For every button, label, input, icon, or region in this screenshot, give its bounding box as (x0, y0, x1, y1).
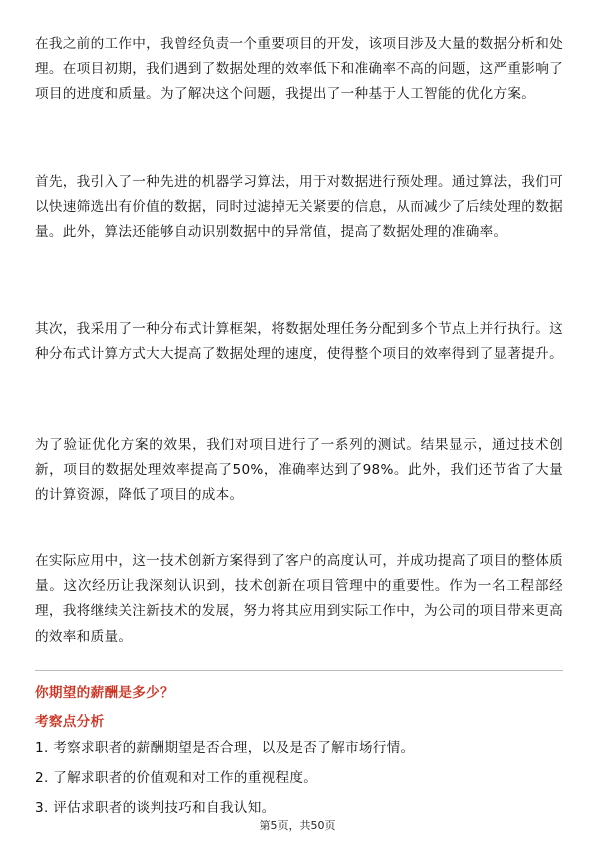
analysis-points-list (35, 733, 414, 823)
list-item: 1. 考察求职者的薪酬期望是否合理，以及是否了解市场行情。 (35, 740, 415, 756)
paragraph-intro: 在我之前的工作中，我曾经负责一个重要项目的开发，该项目涉及大量的数据分析和处理。在项目初期，我们遇到了数据处理的效率低下和准确率不高的问题，这严重影响了项目的进度和质量。为了解决这个问题，我提出了一种基于人工智能的优化方案。 (35, 36, 563, 103)
paragraph-results: 为了验证优化方案的效果，我们对项目进行了一系列的测试。结果显示，通过技术创新，项目的数据处理效率提高了50%，准确率达到了98%。此外，我们还节省了大量的计算资源，降低了项目的成本。 (35, 437, 563, 504)
list-item: 2. 了解求职者的价值观和对工作的重视程度。 (35, 770, 318, 786)
page-number: 第5页，共50页 (259, 819, 336, 832)
question-title: 你期望的薪酬是多少？ (35, 685, 174, 701)
paragraph-algorithm: 首先，我引入了一种先进的机器学习算法，用于对数据进行预处理。通过算法，我们可以快速筛选出有价值的数据，同时过滤掉无关紧要的信息，从而减少了后续处理的数据量。此外，算法还能够自动识别数据中的异常值，提高了数据处理的准确率。 (35, 174, 563, 241)
list-item: 3. 评估求职者的谈判技巧和自我认知。 (35, 800, 276, 816)
paragraph-distributed: 其次，我采用了一种分布式计算框架，将数据处理任务分配到多个节点上并行执行。这种分布式计算方式大大提高了数据处理的速度，使得整个项目的效率得到了显著提升。 (35, 321, 563, 363)
paragraph-conclusion: 在实际应用中，这一技术创新方案得到了客户的高度认可，并成功提高了项目的整体质量。这次经历让我深刻认识到，技术创新在项目管理中的重要性。作为一名工程部经理，我将继续关注新技术的发展，努力将其应用到实际工作中，为公司的项目带来更高的效率和质量。 (35, 553, 563, 645)
section-heading: 考察点分析 (35, 714, 105, 730)
section-divider (35, 670, 563, 671)
